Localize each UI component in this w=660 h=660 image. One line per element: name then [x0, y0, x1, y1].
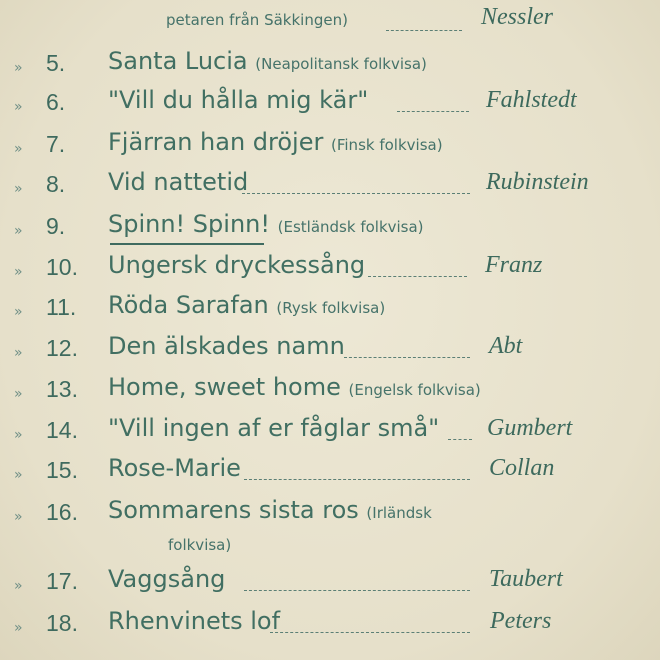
composer-name: Collan [489, 455, 555, 481]
fragment-line: petaren från Säkkingen) [166, 11, 348, 29]
song-row-15 [0, 455, 660, 495]
song-row-12 [0, 333, 660, 373]
song-number: 9. [46, 213, 66, 239]
song-title: Sommarens sista ros (Irländsk [108, 496, 432, 524]
song-row-17 [0, 566, 660, 606]
song-title: Santa Lucia (Neapolitansk folkvisa) [108, 47, 427, 75]
ditto-mark: » [14, 181, 23, 197]
song-title: Spinn! Spinn! (Estländsk folkvisa) [108, 210, 424, 238]
song-title: Den älskades namn [108, 332, 345, 360]
song-row-10 [0, 252, 660, 292]
previous-item-fragment [0, 4, 660, 44]
song-subtitle: (Neapolitansk folkvisa) [255, 55, 427, 73]
composer-name: Abt [489, 333, 523, 359]
ditto-mark: » [14, 509, 23, 525]
song-row-13 [0, 374, 660, 414]
song-title: Ungersk dryckessång [108, 251, 366, 279]
song-title: "Vill du hålla mig kär" [108, 86, 369, 114]
song-title: Vaggsång [108, 565, 226, 593]
composer-name: Gumbert [487, 415, 573, 441]
ditto-mark: » [14, 60, 23, 76]
song-number: 8. [46, 171, 66, 197]
song-number: 12. [46, 335, 78, 361]
leader-dots [397, 111, 469, 112]
song-title: Fjärran han dröjer (Finsk folkvisa) [108, 128, 443, 156]
leader-dots [448, 439, 472, 440]
song-row-9 [0, 211, 660, 251]
song-row-16 [0, 497, 660, 537]
ditto-mark: » [14, 427, 23, 443]
ditto-mark: » [14, 386, 23, 402]
song-title: Rhenvinets lof [108, 607, 281, 635]
song-number: 6. [46, 89, 66, 115]
song-number: 5. [46, 50, 66, 76]
song-title: Vid nattetid [108, 168, 249, 196]
composer-name: Peters [490, 608, 552, 634]
song-subtitle: (Finsk folkvisa) [331, 136, 443, 154]
song-subtitle: (Engelsk folkvisa) [348, 381, 481, 399]
song-number: 18. [46, 610, 78, 636]
leader-dots [242, 193, 470, 194]
song-row-11 [0, 292, 660, 332]
ditto-mark: » [14, 620, 23, 636]
song-subtitle-continuation: folkvisa) [168, 536, 232, 554]
song-number: 14. [46, 417, 78, 443]
leader-dots [344, 357, 470, 358]
composer-name: Franz [485, 252, 543, 278]
leader-dots [244, 590, 470, 591]
composer-name: Taubert [489, 566, 563, 592]
ditto-mark: » [14, 578, 23, 594]
ditto-mark: » [14, 264, 23, 280]
fragment-composer: Nessler [481, 4, 553, 30]
song-number: 15. [46, 457, 78, 483]
ditto-mark: » [14, 99, 23, 115]
song-row-5 [0, 48, 660, 88]
song-subtitle: (Rysk folkvisa) [276, 299, 386, 317]
song-row-14 [0, 415, 660, 455]
song-number: 13. [46, 376, 78, 402]
ditto-mark: » [14, 141, 23, 157]
composer-name: Fahlstedt [486, 87, 577, 113]
ditto-mark: » [14, 345, 23, 361]
song-number: 10. [46, 254, 78, 280]
song-row-18 [0, 608, 660, 648]
song-number: 16. [46, 499, 78, 525]
song-number: 11. [46, 294, 77, 320]
composer-name: Rubinstein [486, 169, 589, 195]
song-row-7 [0, 129, 660, 169]
song-subtitle: (Estländsk folkvisa) [277, 218, 424, 236]
leader-dots [270, 632, 470, 633]
song-number: 7. [46, 131, 66, 157]
ditto-mark: » [14, 467, 23, 483]
leader-dots [368, 276, 467, 277]
song-row-8 [0, 169, 660, 209]
song-row-6 [0, 87, 660, 127]
leader-dots [386, 30, 462, 31]
song-title: Röda Sarafan (Rysk folkvisa) [108, 291, 386, 319]
song-number: 17. [46, 568, 78, 594]
leader-dots [244, 479, 470, 480]
song-subtitle: (Irländsk [366, 504, 432, 522]
song-title: "Vill ingen af er fåglar små" [108, 414, 440, 442]
ditto-mark: » [14, 304, 23, 320]
song-title: Rose-Marie [108, 454, 241, 482]
ditto-mark: » [14, 223, 23, 239]
song-title: Home, sweet home (Engelsk folkvisa) [108, 373, 481, 401]
title-underline [110, 243, 264, 245]
